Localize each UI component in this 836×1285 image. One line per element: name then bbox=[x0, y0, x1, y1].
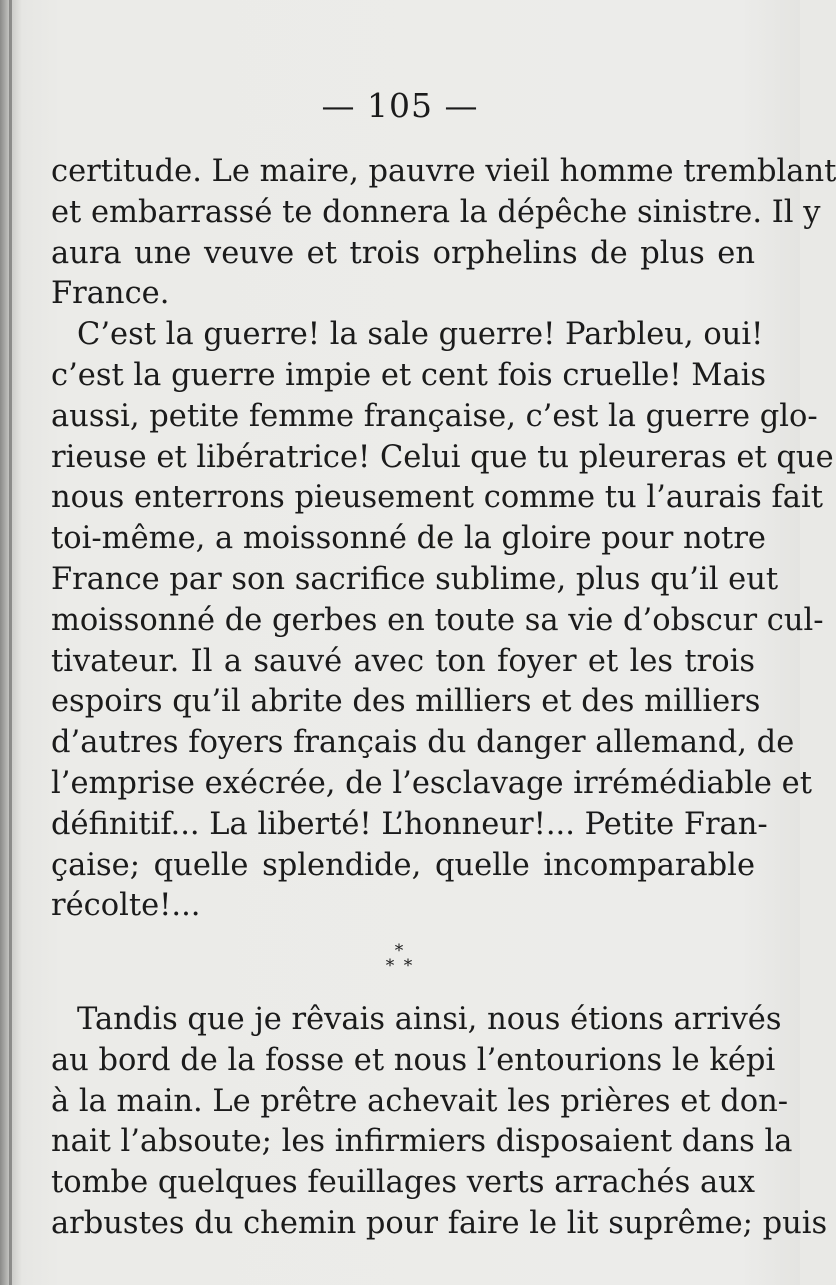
text-line: l’emprise exécrée, de l’esclavage irrémédiable et bbox=[51, 765, 812, 801]
text-line: espoirs qu’il abrite des milliers et des milliers bbox=[51, 684, 761, 720]
text-line: au bord de la fosse et nous l’entourions le képi bbox=[51, 1042, 776, 1078]
text-line: çaise; quelle splendide, quelle incomparable bbox=[51, 847, 755, 883]
text-line: c’est la guerre impie et cent fois cruelle! Mais bbox=[51, 357, 767, 393]
text-line: d’autres foyers français du danger allemand, de bbox=[51, 725, 795, 761]
text-line: nait l’absoute; les infirmiers disposaient dans la bbox=[51, 1124, 793, 1160]
text-block-upper bbox=[51, 152, 836, 927]
text-line: C’est la guerre! la sale guerre! Parbleu, oui! bbox=[77, 317, 764, 353]
text-line: toi-même, a moissonné de la gloire pour notre bbox=[51, 521, 766, 557]
asterism-top: * bbox=[394, 941, 406, 961]
text-line: à la main. Le prêtre achevait les prières et don- bbox=[51, 1083, 789, 1119]
text-line: aura une veuve et trois orphelins de plus en bbox=[51, 235, 755, 271]
text-block-lower bbox=[51, 1000, 828, 1245]
section-asterism bbox=[0, 941, 800, 976]
page-number: — 105 — bbox=[321, 86, 479, 125]
text-line: moissonné de gerbes en toute sa vie d’obscur cul- bbox=[51, 602, 824, 638]
text-line: France par son sacrifice sublime, plus qu’il eut bbox=[51, 561, 779, 597]
page-gutter-edge bbox=[9, 0, 12, 1285]
text-line: et embarrassé te donnera la dépêche sinistre. Il y bbox=[51, 194, 821, 230]
asterism-bottom: * * bbox=[385, 956, 415, 976]
text-line: certitude. Le maire, pauvre vieil homme tremblant bbox=[51, 154, 836, 189]
text-line: arbustes du chemin pour faire le lit suprême; puis bbox=[51, 1205, 828, 1241]
text-line: tombe quelques feuillages verts arrachés aux bbox=[51, 1165, 755, 1201]
text-line: France. bbox=[51, 276, 170, 312]
text-line: définitif... La liberté! L’honneur!... Petite Fran- bbox=[51, 806, 768, 842]
text-line: tivateur. Il a sauvé avec ton foyer et les trois bbox=[51, 643, 755, 679]
text-line: nous enterrons pieusement comme tu l’aurais fait bbox=[51, 480, 824, 516]
text-line: rieuse et libératrice! Celui que tu pleureras et que bbox=[51, 439, 834, 475]
text-line: aussi, petite femme française, c’est la guerre glo- bbox=[51, 398, 818, 434]
text-line: Tandis que je rêvais ainsi, nous étions arrivés bbox=[77, 1002, 782, 1037]
text-line: récolte!... bbox=[51, 888, 201, 924]
